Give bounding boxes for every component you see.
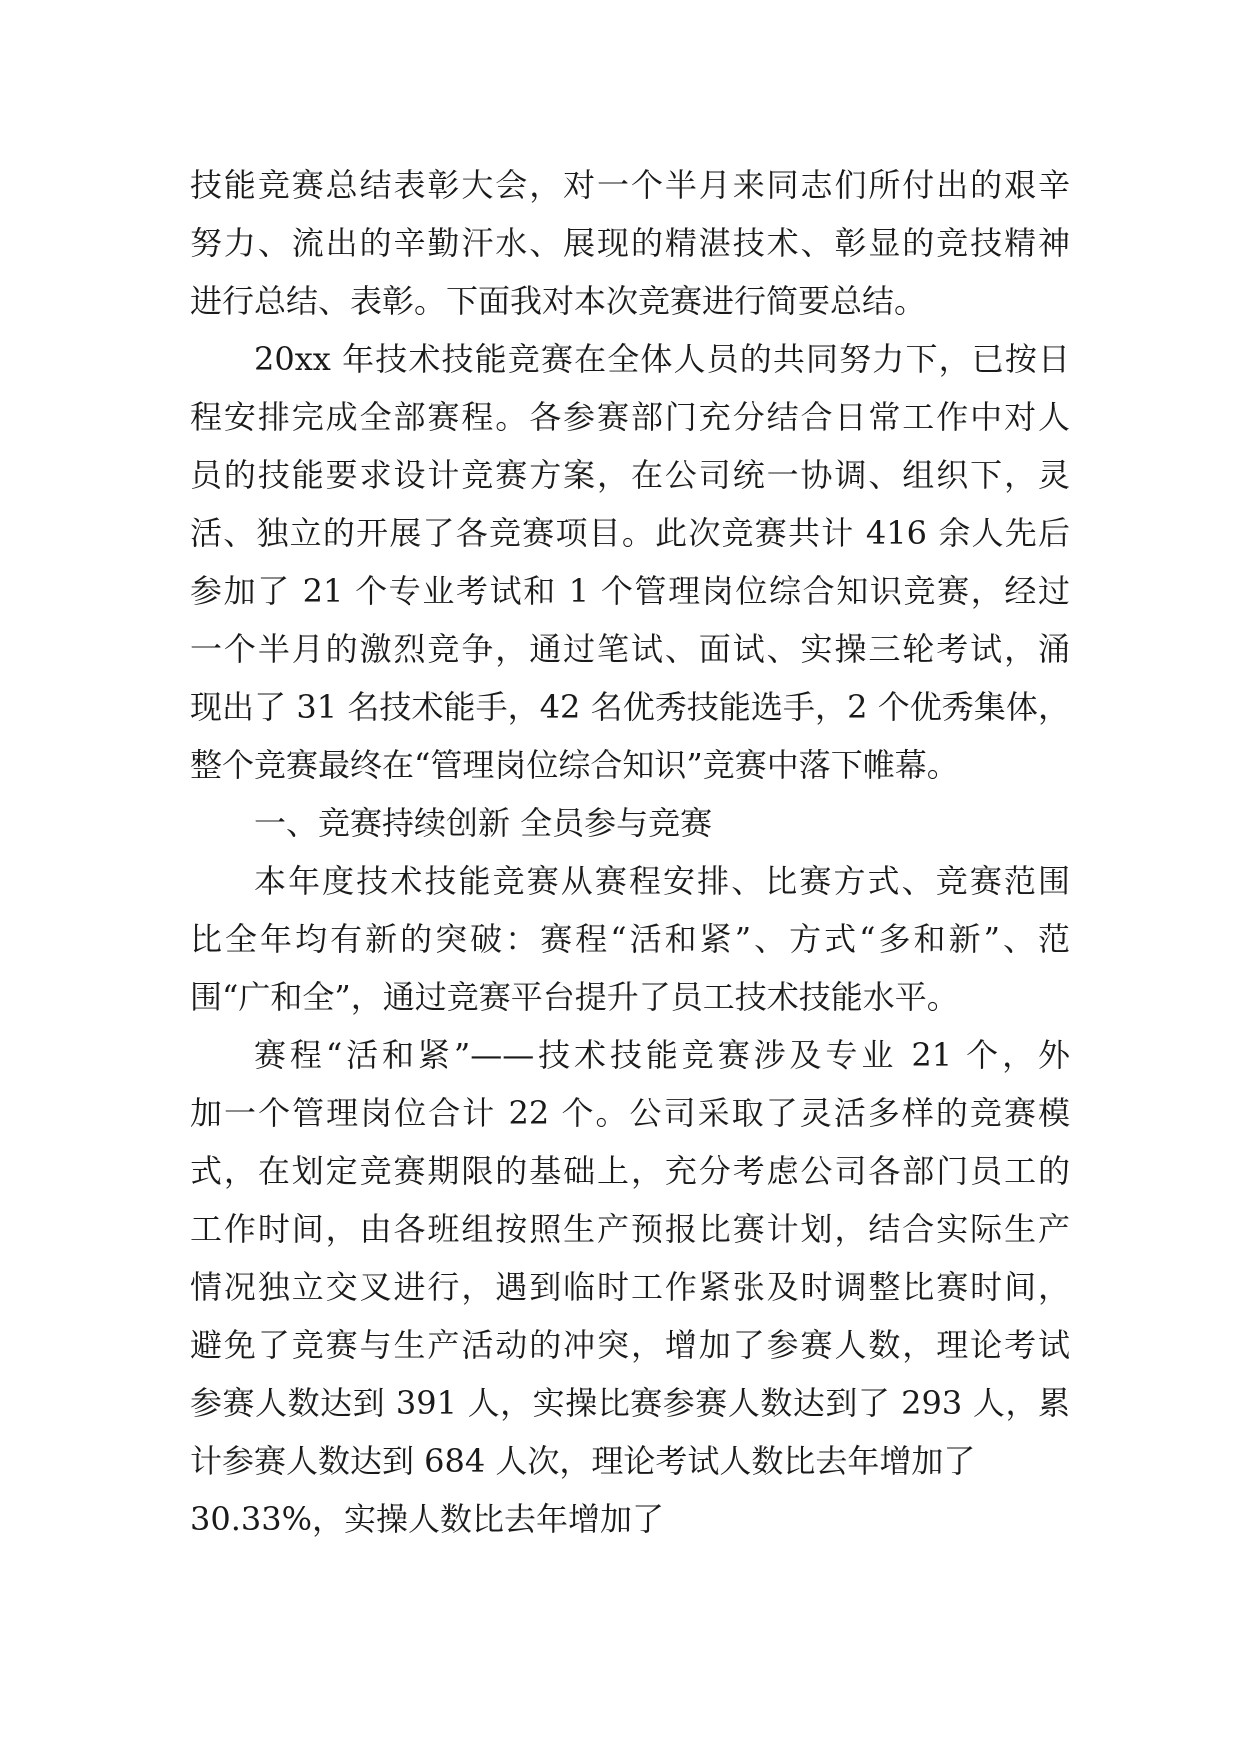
text-line: 计参赛人数达到 684 人次，理论考试人数比去年增加了	[190, 1442, 976, 1480]
paragraph-first-line: 20xx 年技术技能竞赛在全体人员的共同努力下，已按日	[254, 340, 1070, 378]
text-line: 参赛人数达到 391 人，实操比赛参赛人数达到了 293 人，累	[190, 1384, 1070, 1422]
section-heading: 一、竞赛持续创新 全员参与竞赛	[254, 804, 713, 842]
text-line: 一个半月的激烈竞争，通过笔试、面试、实操三轮考试，涌	[190, 630, 1070, 668]
text-line: 比全年均有新的突破：赛程“活和紧”、方式“多和新”、范	[190, 920, 1070, 958]
text-line: 避免了竞赛与生产活动的冲突，增加了参赛人数，理论考试	[190, 1326, 1070, 1364]
text-line: 进行总结、表彰。下面我对本次竞赛进行简要总结。	[190, 282, 927, 320]
text-line: 活、独立的开展了各竞赛项目。此次竞赛共计 416 余人先后	[190, 514, 1070, 552]
text-line: 工作时间，由各班组按照生产预报比赛计划，结合实际生产	[190, 1210, 1070, 1248]
paragraph-first-line: 赛程“活和紧”——技术技能竞赛涉及专业 21 个，外	[254, 1036, 1070, 1074]
text-line: 情况独立交叉进行，遇到临时工作紧张及时调整比赛时间，	[190, 1268, 1070, 1306]
text-line: 程安排完成全部赛程。各参赛部门充分结合日常工作中对人	[190, 398, 1070, 436]
text-line: 努力、流出的辛勤汗水、展现的精湛技术、彰显的竞技精神	[190, 224, 1070, 262]
text-line: 参加了 21 个专业考试和 1 个管理岗位综合知识竞赛，经过	[190, 572, 1070, 610]
text-line: 现出了 31 名技术能手，42 名优秀技能选手，2 个优秀集体，	[190, 688, 1070, 726]
text-line: 加一个管理岗位合计 22 个。公司采取了灵活多样的竞赛模	[190, 1094, 1070, 1132]
text-line: 围“广和全”，通过竞赛平台提升了员工技术技能水平。	[190, 978, 959, 1016]
text-line: 式，在划定竞赛期限的基础上，充分考虑公司各部门员工的	[190, 1152, 1070, 1190]
text-line: 技能竞赛总结表彰大会，对一个半月来同志们所付出的艰辛	[190, 166, 1070, 204]
text-line: 员的技能要求设计竞赛方案，在公司统一协调、组织下，灵	[190, 456, 1070, 494]
text-line: 整个竞赛最终在“管理岗位综合知识”竞赛中落下帷幕。	[190, 746, 959, 784]
text-line: 30.33%，实操人数比去年增加了	[190, 1500, 665, 1538]
paragraph-first-line: 本年度技术技能竞赛从赛程安排、比赛方式、竞赛范围	[254, 862, 1070, 900]
document-body	[190, 156, 1070, 1548]
